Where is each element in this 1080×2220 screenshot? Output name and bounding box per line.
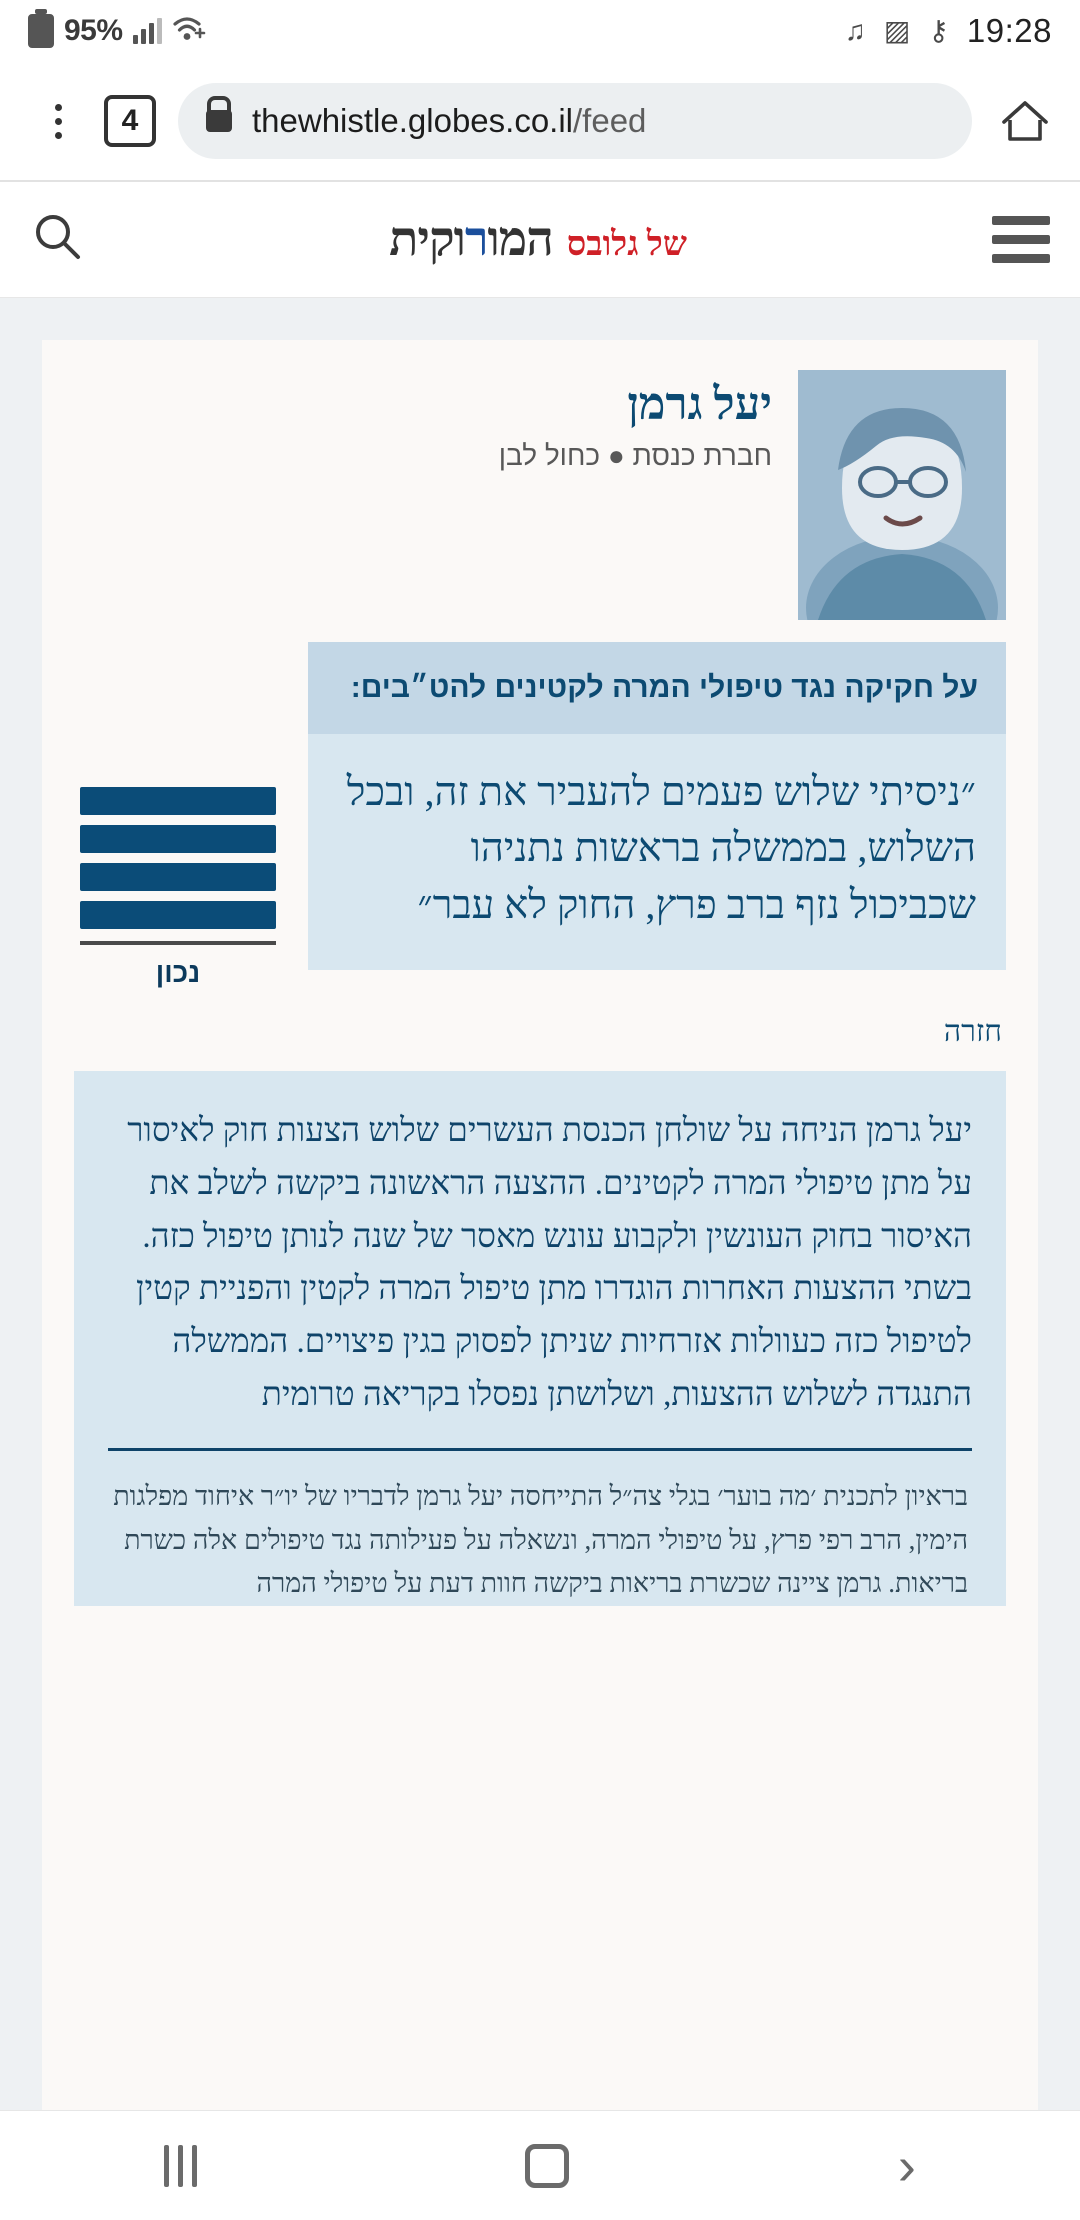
lead-text: יעל גרמן הניחה על שולחן הכנסת העשרים שלוש הצעות חוק לאיסור על מתן טיפולי המרה לקטינים. ההצעה הראשונה ביקשה לשלב את האיסור בחוק העונשין ולקבוע עונש מאסר של שנה לנותן טיפול כזה. בשתי ההצעות האחרות הוגדרו מתן טיפול המרה לקטין והפניית קטין לטיפול כזה כעוולות אזרחיות שניתן לפסוק בגין פיצויים. הממשלה התנגדה לשלוש ההצעות, ושלושתן נפסלו בקריאה טרומית: [127, 1113, 972, 1413]
menu-icon[interactable]: [992, 216, 1050, 263]
mk-role: חברת כנסת ● כחול לבן: [498, 440, 772, 471]
meter-bar: [80, 825, 276, 853]
logo-part-right: המו: [487, 213, 553, 266]
verdict-meter: [74, 642, 282, 989]
avatar: [798, 370, 1006, 620]
image-icon: ▨: [883, 15, 911, 46]
fact-check-card: [42, 340, 1038, 2110]
page-title: יעל גרמן: [627, 379, 772, 429]
profile-row: [74, 370, 1006, 620]
key-icon: ⚷: [928, 15, 949, 46]
status-bar-right: [845, 12, 1052, 50]
logo-part-mid: ר: [464, 213, 488, 266]
status-badge: נכון: [155, 957, 201, 988]
meter-divider: [80, 941, 276, 945]
meter-bar: [80, 787, 276, 815]
quote-section: [74, 642, 1006, 989]
meter-bar: [80, 863, 276, 891]
quote-text: ״ניסיתי שלוש פעמים להעביר את זה, ובכל השלוש, בממשלה בראשות נתניהו שכביכול נזף ברב פרץ, החוק לא עבר״: [308, 734, 1006, 970]
page-content: [0, 298, 1080, 2110]
logo-part-left: וקית: [389, 213, 465, 266]
quote-column: [308, 642, 1006, 989]
back-link[interactable]: חזרה: [943, 1015, 1002, 1048]
browser-menu-icon[interactable]: [30, 104, 86, 139]
url-path: /feed: [573, 102, 647, 139]
wifi-icon: [172, 15, 206, 48]
back-button-icon[interactable]: ›: [897, 2135, 916, 2196]
status-bar: [0, 0, 1080, 62]
search-icon[interactable]: [30, 210, 84, 269]
meter-bars: [74, 787, 282, 929]
site-header: [0, 182, 1080, 298]
signal-icon: [133, 18, 162, 44]
site-logo[interactable]: [389, 212, 687, 267]
logo-title: [389, 212, 553, 267]
tab-count-button[interactable]: 4: [104, 95, 156, 147]
recent-apps-icon[interactable]: [164, 2145, 197, 2187]
profile-text: [74, 370, 772, 620]
url-domain: thewhistle.globes.co.il: [252, 102, 574, 139]
home-button-icon[interactable]: [525, 2144, 569, 2188]
address-bar[interactable]: [178, 83, 972, 159]
status-bar-clock: 19:28: [966, 12, 1052, 49]
logo-subtitle: של גלובס: [566, 226, 687, 263]
lead-divider: [108, 1448, 972, 1451]
lead-panel: [74, 1071, 1006, 1606]
body-text: בראיון לתכנית ׳מה בוער׳ בגלי צה״ל התייחסה יעל גרמן לדבריו של יו״ר איחוד מפלגות הימין, הרב רפי פרץ, על טיפולי המרה, ונשאלה על פעילותה נגד טיפולים אלה כשרת בריאות. גרמן ציינה שכשרת בריאות ביקשה חוות דעת על טיפולי המרה: [113, 1480, 968, 1599]
battery-icon: [28, 14, 54, 48]
music-icon: ♫: [844, 15, 866, 46]
url-text: [252, 102, 646, 140]
system-nav-bar: [0, 2110, 1080, 2220]
topic-label: על חקיקה נגד טיפולי המרה לקטינים להט״בים:: [308, 642, 1006, 734]
home-icon[interactable]: [1000, 96, 1050, 146]
lock-icon: [206, 110, 232, 132]
status-bar-left: [28, 14, 206, 48]
browser-toolbar: [0, 62, 1080, 182]
battery-percent: 95%: [64, 14, 123, 47]
meter-bar: [80, 901, 276, 929]
